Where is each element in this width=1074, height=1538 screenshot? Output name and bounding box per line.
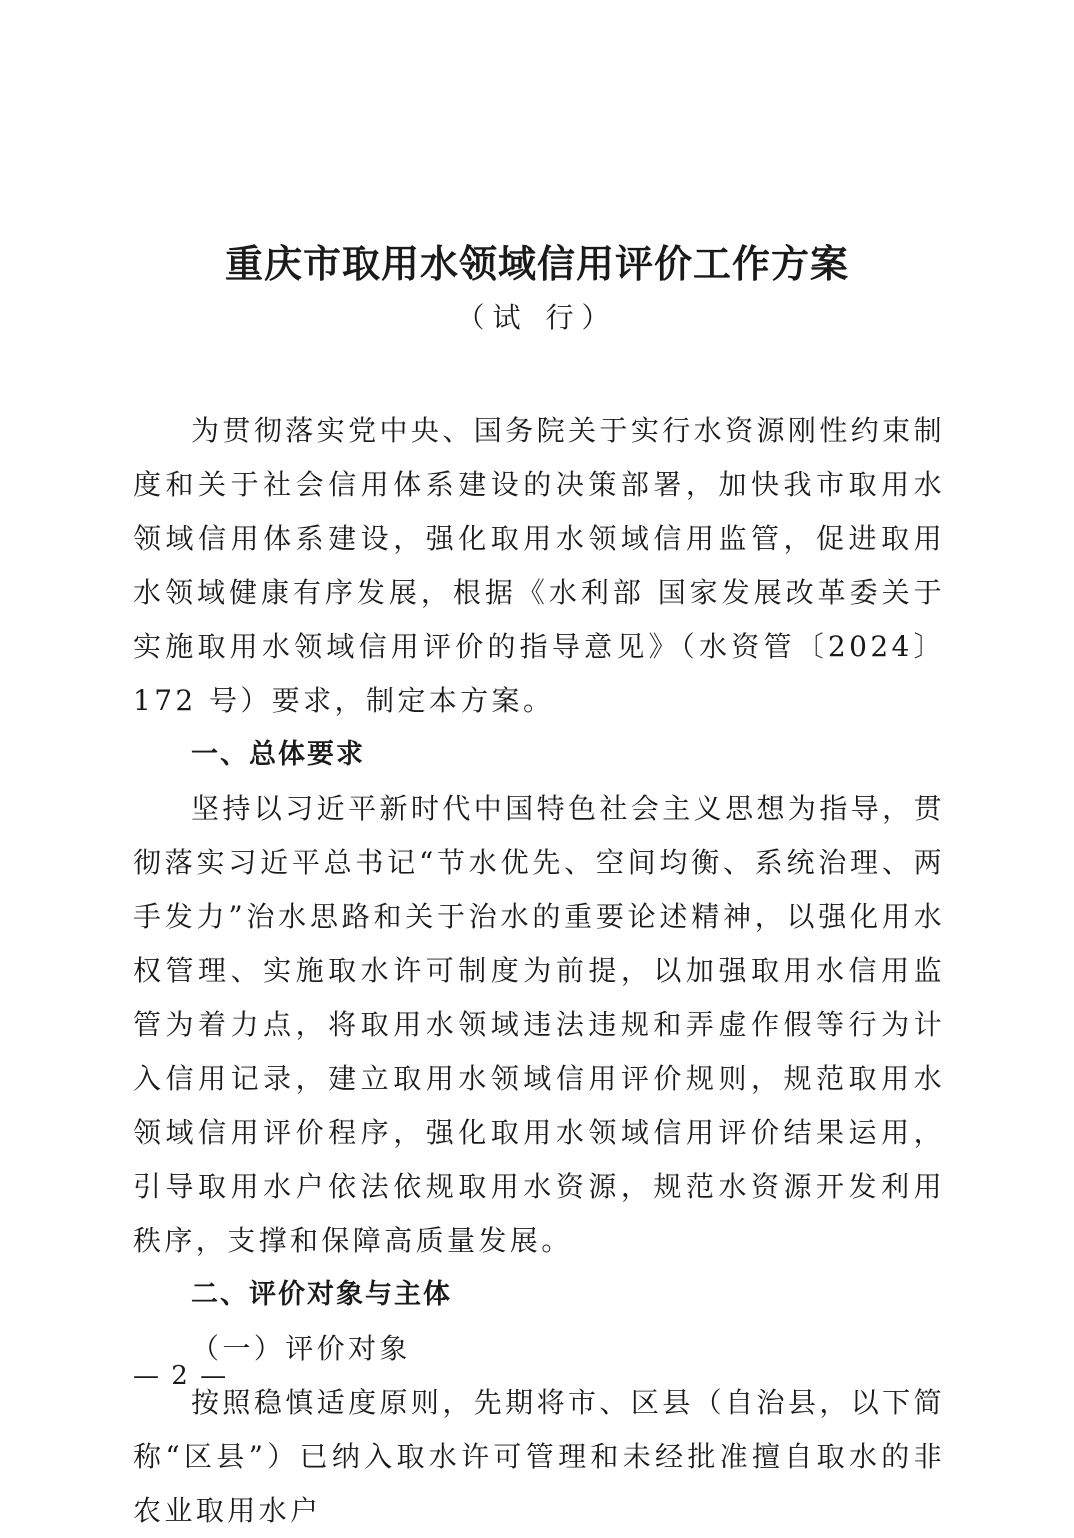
document-title: 重庆市取用水领域信用评价工作方案 bbox=[224, 242, 849, 286]
section-paragraph-overall-requirements: 坚持以习近平新时代中国特色社会主义思想为指导，贯彻落实习近平总书记“节水优先、空间均衡、系统治理、两手发力”治水思路和关于治水的重要论述精神，以强化用水权管理、实施取水许可制度为前提，以加强取用水信用监管为着力点，将取用水领域违法违规和弄虚作假等行为计入信用记录，建立取用水领域信用评价规则，规范取用水领域信用评价程序，强化取用水领域信用评价结果运用，引导取用水户依法依规取用水资源，规范水资源开发利用秩序，支撑和保障高质量发展。 bbox=[133, 792, 945, 1257]
document-subtitle: （试 行） bbox=[456, 301, 618, 334]
subsection-heading-evaluation-objects: （一）评价对象 bbox=[191, 1332, 411, 1365]
section-heading-overall-requirements: 一、总体要求 bbox=[191, 739, 365, 770]
subsection-paragraph-evaluation-objects: 按照稳慎适度原则，先期将市、区县（自治县，以下简称“区县”）已纳入取水许可管理和未经批准擅自取水的非农业取用水户 bbox=[133, 1386, 945, 1527]
page-number: — 2 — bbox=[133, 1361, 229, 1391]
section-heading-evaluation-subjects: 二、评价对象与主体 bbox=[191, 1279, 452, 1310]
intro-paragraph: 为贯彻落实党中央、国务院关于实行水资源刚性约束制度和关于社会信用体系建设的决策部署，加快我市取用水领域信用体系建设，强化取用水领域信用监管，促进取用水领域健康有序发展，根据《水利部 国家发展改革委关于实施取用水领域信用评价的指导意见》（水资管〔2024〕172 号）要求，制定本方案。 bbox=[133, 414, 945, 717]
document-body bbox=[133, 404, 945, 1538]
